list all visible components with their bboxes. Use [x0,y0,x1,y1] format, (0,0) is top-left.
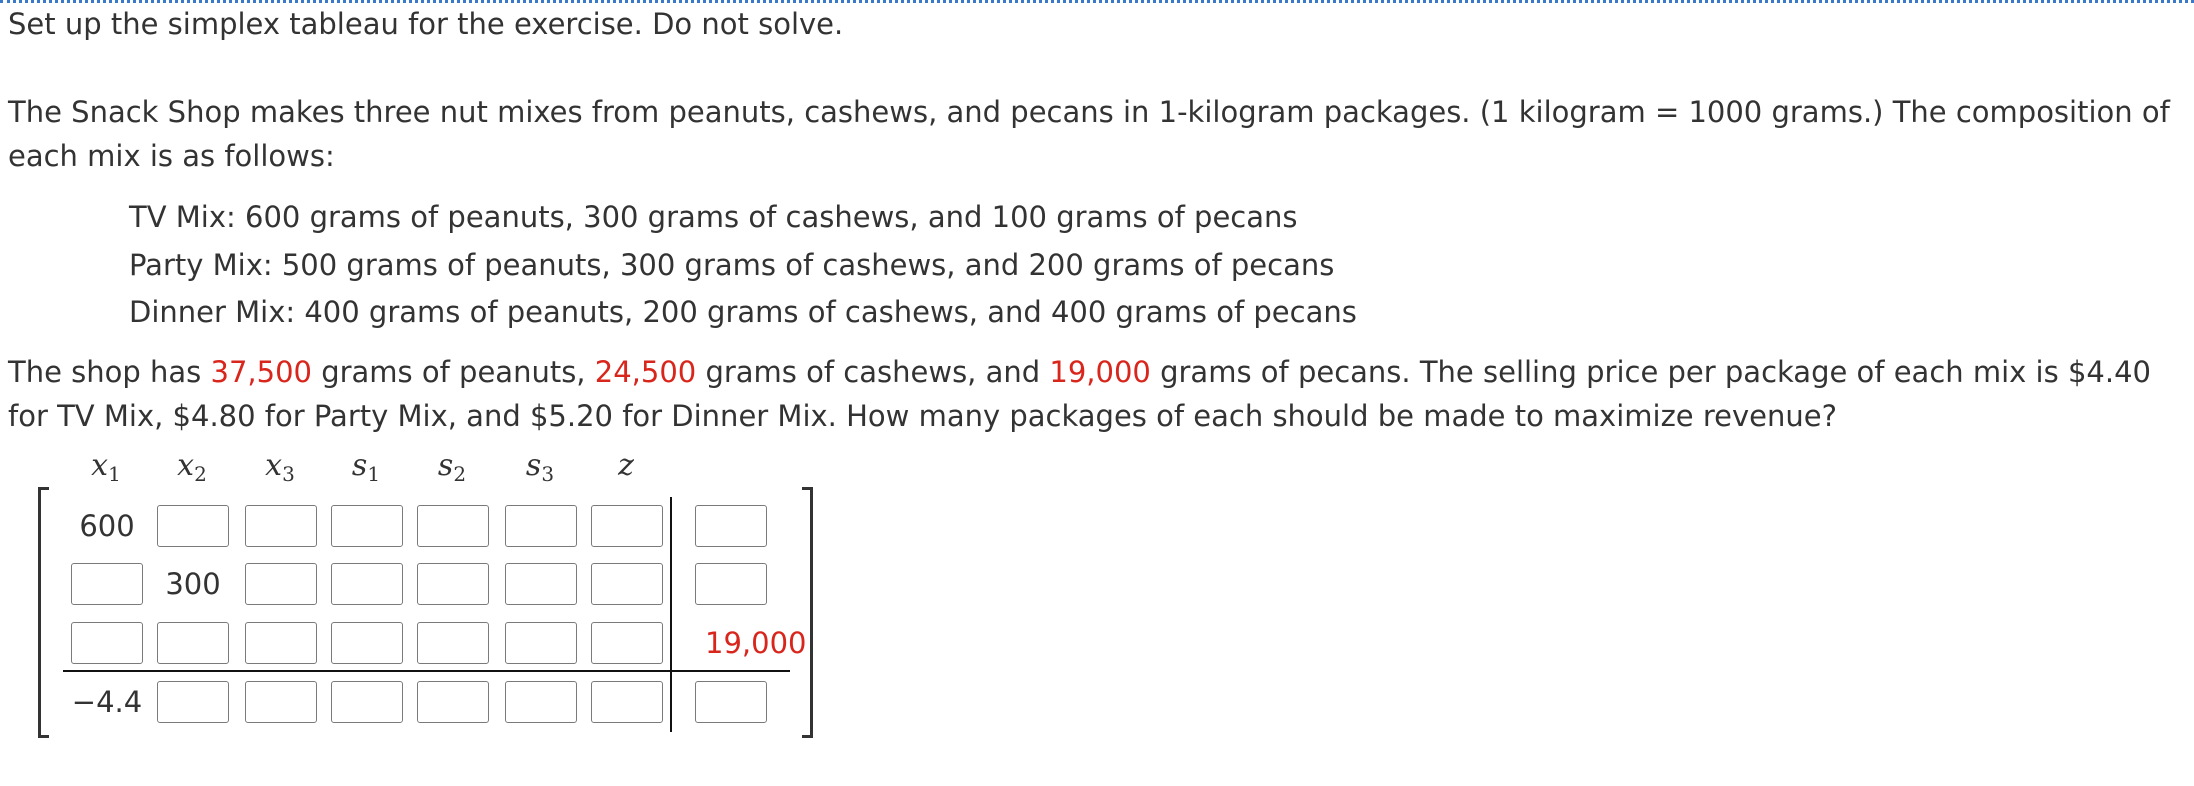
instruction-text: Set up the simplex tableau for the exercise. Do not solve. [8,7,844,41]
given-value-r3c0: −4.4 [71,685,143,719]
peanuts-amount: 37,500 [210,355,312,389]
tableau-cell-r1c7[interactable] [695,563,767,605]
column-header-subscript: 3 [541,462,555,486]
column-header-z [606,448,646,486]
tableau-cell-r1c3[interactable] [331,563,403,605]
tableau-cell-r1c4[interactable] [417,563,489,605]
tableau-cell-r3c1[interactable] [157,681,229,723]
tableau-cell-r3c4[interactable] [417,681,489,723]
tableau-cell-r3c3[interactable] [331,681,403,723]
tableau-cell-r0c4[interactable] [417,505,489,547]
column-header-s1 [346,448,386,486]
tableau-cell-r2c2[interactable] [245,622,317,664]
tableau-cell-r0c3[interactable] [331,505,403,547]
tableau-cell-r1c0[interactable] [71,563,143,605]
dinner-mix-line: Dinner Mix: 400 grams of peanuts, 200 grams of cashews, and 400 grams of pecans [129,295,1357,329]
party-mix-line: Party Mix: 500 grams of peanuts, 300 grams of cashews, and 200 grams of pecans [129,248,1335,282]
left-bracket [38,487,49,738]
supply-text: grams of cashews, and [696,355,1050,389]
column-header-s3 [520,448,560,486]
pecans-amount: 19,000 [1049,355,1151,389]
tableau-cell-r3c5[interactable] [505,681,577,723]
tableau-cell-r1c6[interactable] [591,563,663,605]
column-header-x2 [172,448,212,486]
supply-text: grams of peanuts, [311,355,595,389]
augment-divider [670,497,672,732]
column-header-variable: s [437,448,454,483]
tableau-cell-r2c0[interactable] [71,622,143,664]
tableau-cell-r2c6[interactable] [591,622,663,664]
column-header-subscript: 1 [367,462,381,486]
column-header-subscript: 1 [108,462,121,486]
given-value-r2c7: 19,000 [705,626,807,660]
column-header-variable: s [525,448,542,483]
objective-divider [63,670,790,672]
column-header-subscript: 3 [282,462,295,486]
supply-text: The shop has [8,355,211,389]
tableau-cell-r3c7[interactable] [695,681,767,723]
right-bracket [802,487,813,738]
given-value-r0c0: 600 [79,509,135,543]
column-header-x1 [86,448,126,486]
column-header-variable: x [91,448,109,483]
tv-mix-line: TV Mix: 600 grams of peanuts, 300 grams of cashews, and 100 grams of pecans [129,200,1298,234]
column-header-subscript: 2 [194,462,207,486]
tableau-cell-r3c6[interactable] [591,681,663,723]
tableau-cell-r0c6[interactable] [591,505,663,547]
tableau-cell-r0c7[interactable] [695,505,767,547]
column-header-variable: s [351,448,368,483]
tableau-cell-r1c2[interactable] [245,563,317,605]
tableau-cell-r2c4[interactable] [417,622,489,664]
tableau-cell-r0c2[interactable] [245,505,317,547]
problem-line-1: The Snack Shop makes three nut mixes from peanuts, cashews, and pecans in 1-kilogram packages. (1 kilogram = 1000 grams.) The composition of [8,95,2170,129]
tableau-cell-r0c5[interactable] [505,505,577,547]
column-header-x3 [260,448,300,486]
tableau-cell-r3c2[interactable] [245,681,317,723]
tableau-cell-r2c1[interactable] [157,622,229,664]
column-header-subscript: 2 [453,462,467,486]
supply-text: grams of pecans. The selling price per package of each mix is $4.40 [1150,355,2151,389]
tableau-cell-r2c5[interactable] [505,622,577,664]
given-value-r1c1: 300 [165,567,221,601]
tableau-cell-r1c5[interactable] [505,563,577,605]
cashews-amount: 24,500 [594,355,697,389]
column-header-variable: z [618,448,634,483]
column-header-s2 [432,448,472,486]
problem-line-2: each mix is as follows: [8,139,335,173]
column-header-variable: x [265,448,283,483]
tableau-cell-r0c1[interactable] [157,505,229,547]
top-dotted-border [0,0,2194,3]
supply-line-2: for TV Mix, $4.80 for Party Mix, and $5.20 for Dinner Mix. How many packages of each should be made to maximize revenue? [8,399,1837,433]
tableau-cell-r2c3[interactable] [331,622,403,664]
column-header-variable: x [177,448,195,483]
supply-line-1 [8,352,2151,392]
